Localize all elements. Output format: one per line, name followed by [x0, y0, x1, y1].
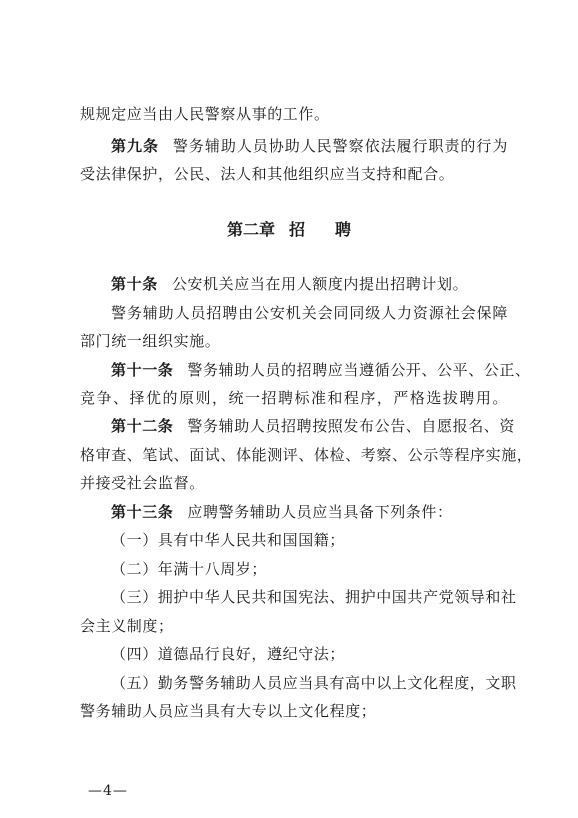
- paragraph-line: 规规定应当由人民警察从事的工作。: [80, 105, 330, 123]
- chapter-number: 第二章: [226, 220, 275, 239]
- chapter-title-char: 聘: [335, 220, 352, 239]
- paragraph-line: 受法律保护，公民、法人和其他组织应当支持和配合。: [80, 165, 455, 183]
- article-13-text: 应聘警务辅助人员应当具备下列条件：: [187, 503, 453, 521]
- article-9-line: [111, 136, 508, 156]
- list-item: （三）拥护中华人民共和国宪法、拥护中国共产党领导和社: [111, 588, 517, 606]
- list-item-continuation: 会主义制度；: [80, 617, 174, 635]
- article-12-heading: 第十二条: [111, 417, 174, 435]
- article-12-line: [111, 416, 516, 436]
- article-10-heading: 第十条: [111, 275, 158, 293]
- page-number: —4—: [88, 783, 128, 799]
- paragraph-line: 部门统一组织实施。: [80, 332, 221, 350]
- list-item: （四）道德品行良好，遵纪守法；: [111, 645, 346, 663]
- list-item: （二）年满十八周岁；: [111, 560, 268, 578]
- paragraph-line: 格审查、笔试、面试、体能测评、体检、考察、公示等程序实施，: [80, 446, 533, 464]
- chapter-heading: [0, 219, 578, 241]
- article-11-heading: 第十一条: [111, 361, 174, 379]
- article-13-line: [111, 502, 508, 522]
- article-9-text: 警务辅助人员协助人民警察依法履行职责的行为: [172, 137, 508, 155]
- article-10-line: [111, 274, 508, 294]
- article-9-heading: 第九条: [111, 137, 159, 155]
- list-item: （五）勤务警务辅助人员应当具有高中以上文化程度，文职: [111, 674, 517, 692]
- article-11-text: 警务辅助人员的招聘应当遵循公开、公平、公正、: [187, 361, 531, 379]
- paragraph-line: 警务辅助人员招聘由公安机关会同同级人力资源社会保障: [111, 304, 508, 322]
- paragraph-line: 并接受社会监督。: [80, 474, 205, 492]
- list-item: （一）具有中华人民共和国国籍；: [111, 531, 346, 549]
- article-13-heading: 第十三条: [111, 503, 174, 521]
- article-10-text: 公安机关应当在用人额度内提出招聘计划。: [171, 275, 469, 293]
- paragraph-line: 竞争、择优的原则，统一招聘标准和程序，严格选拔聘用。: [80, 389, 508, 407]
- article-12-text: 警务辅助人员招聘按照发布公告、自愿报名、资: [187, 417, 516, 435]
- chapter-title-char: 招: [288, 220, 305, 239]
- list-item-continuation: 警务辅助人员应当具有大专以上文化程度；: [80, 702, 377, 720]
- article-11-line: [111, 360, 531, 380]
